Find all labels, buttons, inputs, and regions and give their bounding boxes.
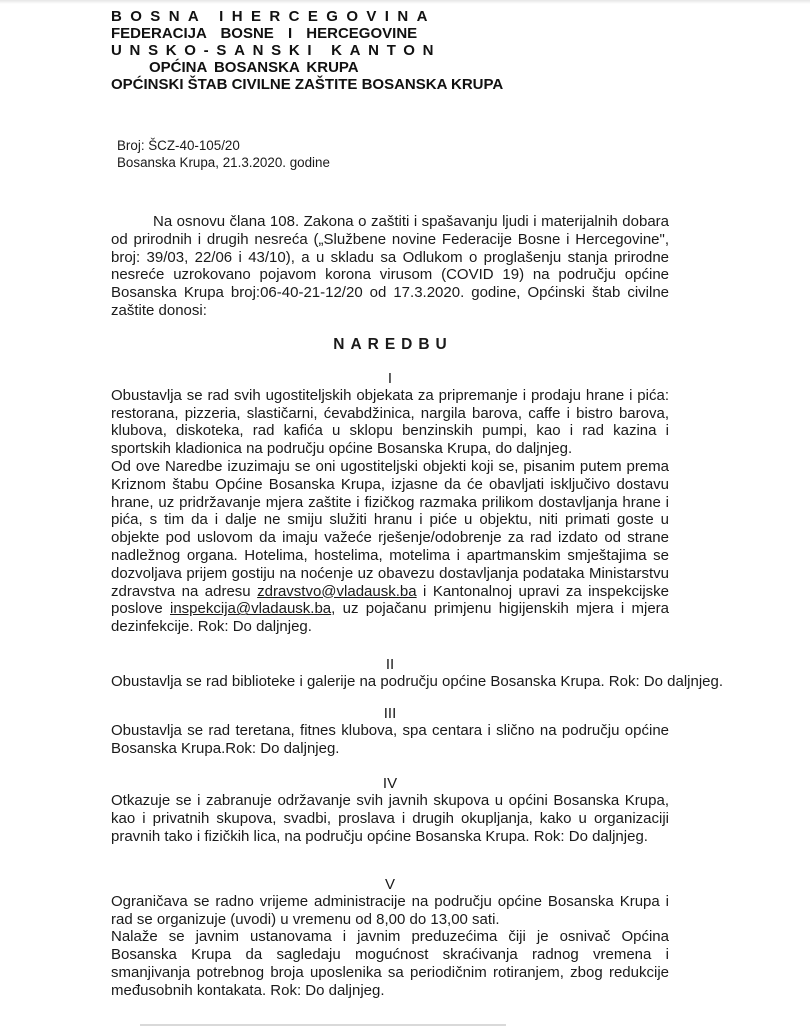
scan-bottom-edge (140, 1024, 506, 1026)
email-link-zdravstvo[interactable]: zdravstvo@vladausk.ba (257, 582, 417, 600)
section-paragraph: Obustavlja se rad biblioteke i galerije na području općine Bosanska Krupa. Rok: Do daljnjeg. (111, 672, 724, 690)
section-iv (111, 775, 669, 845)
section-numeral: III (383, 704, 397, 722)
document-place-date: Bosanska Krupa, 21.3.2020. godine (117, 155, 330, 170)
letterhead-federation: FEDERACIJA BOSNE I HERCEGOVINE (111, 25, 418, 42)
exemptions-text-part1: Od ove Naredbe izuzimaju se oni ugostiteljski objekti koji se, pisanim putem prema Kriznom štabu Općine Bosanska Krupa, izjasne da će obavljati isključivo dostavu hrane, uz pridržavanje mjera zaštite i fizičkog razmaka prilikom dostavljanja hrane i pića, s tim da i dalje ne smiju služiti hranu i piće u objektu, niti primati goste u objekte pod uslovom da imaju važeće rješenje/odobrenje za rad izdato od strane nadležnog organa. Hotelima, hostelima, motelima i apartmanskim smještajima se dozvoljava prijem gostiju na noćenje uz obavezu dostavljanja podataka Ministarstvu zdravstva na adresu (111, 457, 669, 600)
section-v (111, 876, 669, 1000)
letterhead-country: BOSNA IHERCEGOVINA (111, 8, 436, 25)
section-numeral: IV (382, 775, 398, 793)
section-paragraph-public-institutions: Nalaže se javnim ustanovama i javnim preduzećima čiji je osnivač Općina Bosanska Krupa da sagledaju mogućnost skraćivanja radnog vremena i smanjivanja potrebnog broja uposlenika sa periodičnim rotiranjem, zbog redukcije međusobnih kontakata. Rok: Do daljnjeg. (111, 928, 669, 999)
scan-top-edge (0, 0, 810, 4)
section-numeral: V (384, 875, 395, 893)
document-page (111, 8, 724, 1000)
section-i (111, 370, 669, 636)
section-paragraph: Obustavlja se rad teretana, fitnes klubova, spa centara i slično na području općine Bosanska Krupa.Rok: Do daljnjeg. (111, 721, 669, 757)
document-meta (117, 137, 669, 171)
section-paragraph-exemptions (111, 458, 669, 636)
section-ii (111, 655, 724, 691)
exemptions-text-part2: i Kantonalnoj upravi za inspekcijske poslove (111, 582, 669, 618)
section-paragraph: Ograničava se radno vrijeme administracije na području općine Bosanska Krupa i rad se organizuje (uvodi) u vremenu od 8,00 do 13,00 sati. (111, 892, 669, 928)
section-numeral: II (385, 655, 395, 673)
letterhead-civil-protection-staff: OPĆINSKI ŠTAB CIVILNE ZAŠTITE BOSANSKA KRUPA (111, 76, 504, 93)
letterhead-municipality: OPĆINA BOSANSKA KRUPA (149, 59, 359, 76)
letterhead (111, 8, 669, 93)
letterhead-canton: UNSKO-SANSKI KANTON (111, 42, 442, 59)
section-numeral: I (387, 369, 393, 387)
section-paragraph: Otkazuje se i zabranuje održavanje svih javnih skupova u općini Bosanska Krupa, kao i privatnih skupova, svadbi, proslava i drugih okupljanja, kako u organizaciji pravnih tako i fizičkih lica, na području općine Bosanska Krupa. Rok: Do daljnjeg. (111, 792, 669, 845)
document-title: NAREDBU (333, 335, 453, 353)
exemptions-text-part3: , uz pojačanu primjenu higijenskih mjera i mjera dezinfekcije. Rok: Do daljnjeg. (111, 600, 669, 636)
section-iii (111, 705, 669, 758)
email-link-inspekcija[interactable]: inspekcija@vladausk.ba (170, 600, 332, 618)
intro-paragraph: Na osnovu člana 108. Zakona o zaštiti i spašavanju ljudi i materijalnih dobara od prirodnih i drugih nesreća („Službene novine Federacije Bosne i Hercegovine", broj: 39/03, 22/06 i 43/10), a u skladu sa Odlukom o proglašenju stanja prirodne nesreće uzrokovano pojavom korona virusom (COVID 19) na području općine Bosanska Krupa broj:06-40-21-12/20 od 17.3.2020. godine, Općinski štab civilne zaštite donosi: (111, 213, 669, 319)
section-paragraph: Obustavlja se rad svih ugostiteljskih objekata za pripremanje i prodaju hrane i pića: restorana, pizzeria, slastičarni, ćevabdžinica, nargila barova, caffe i bistro barova, klubova, diskoteka, rad kafića u sklopu benzinskih pumpi, kao i rad kazina i sportskih kladionica na području općine Bosanska Krupa, do daljnjeg. (111, 386, 669, 458)
document-number: Broj: ŠCZ-40-105/20 (117, 138, 240, 153)
